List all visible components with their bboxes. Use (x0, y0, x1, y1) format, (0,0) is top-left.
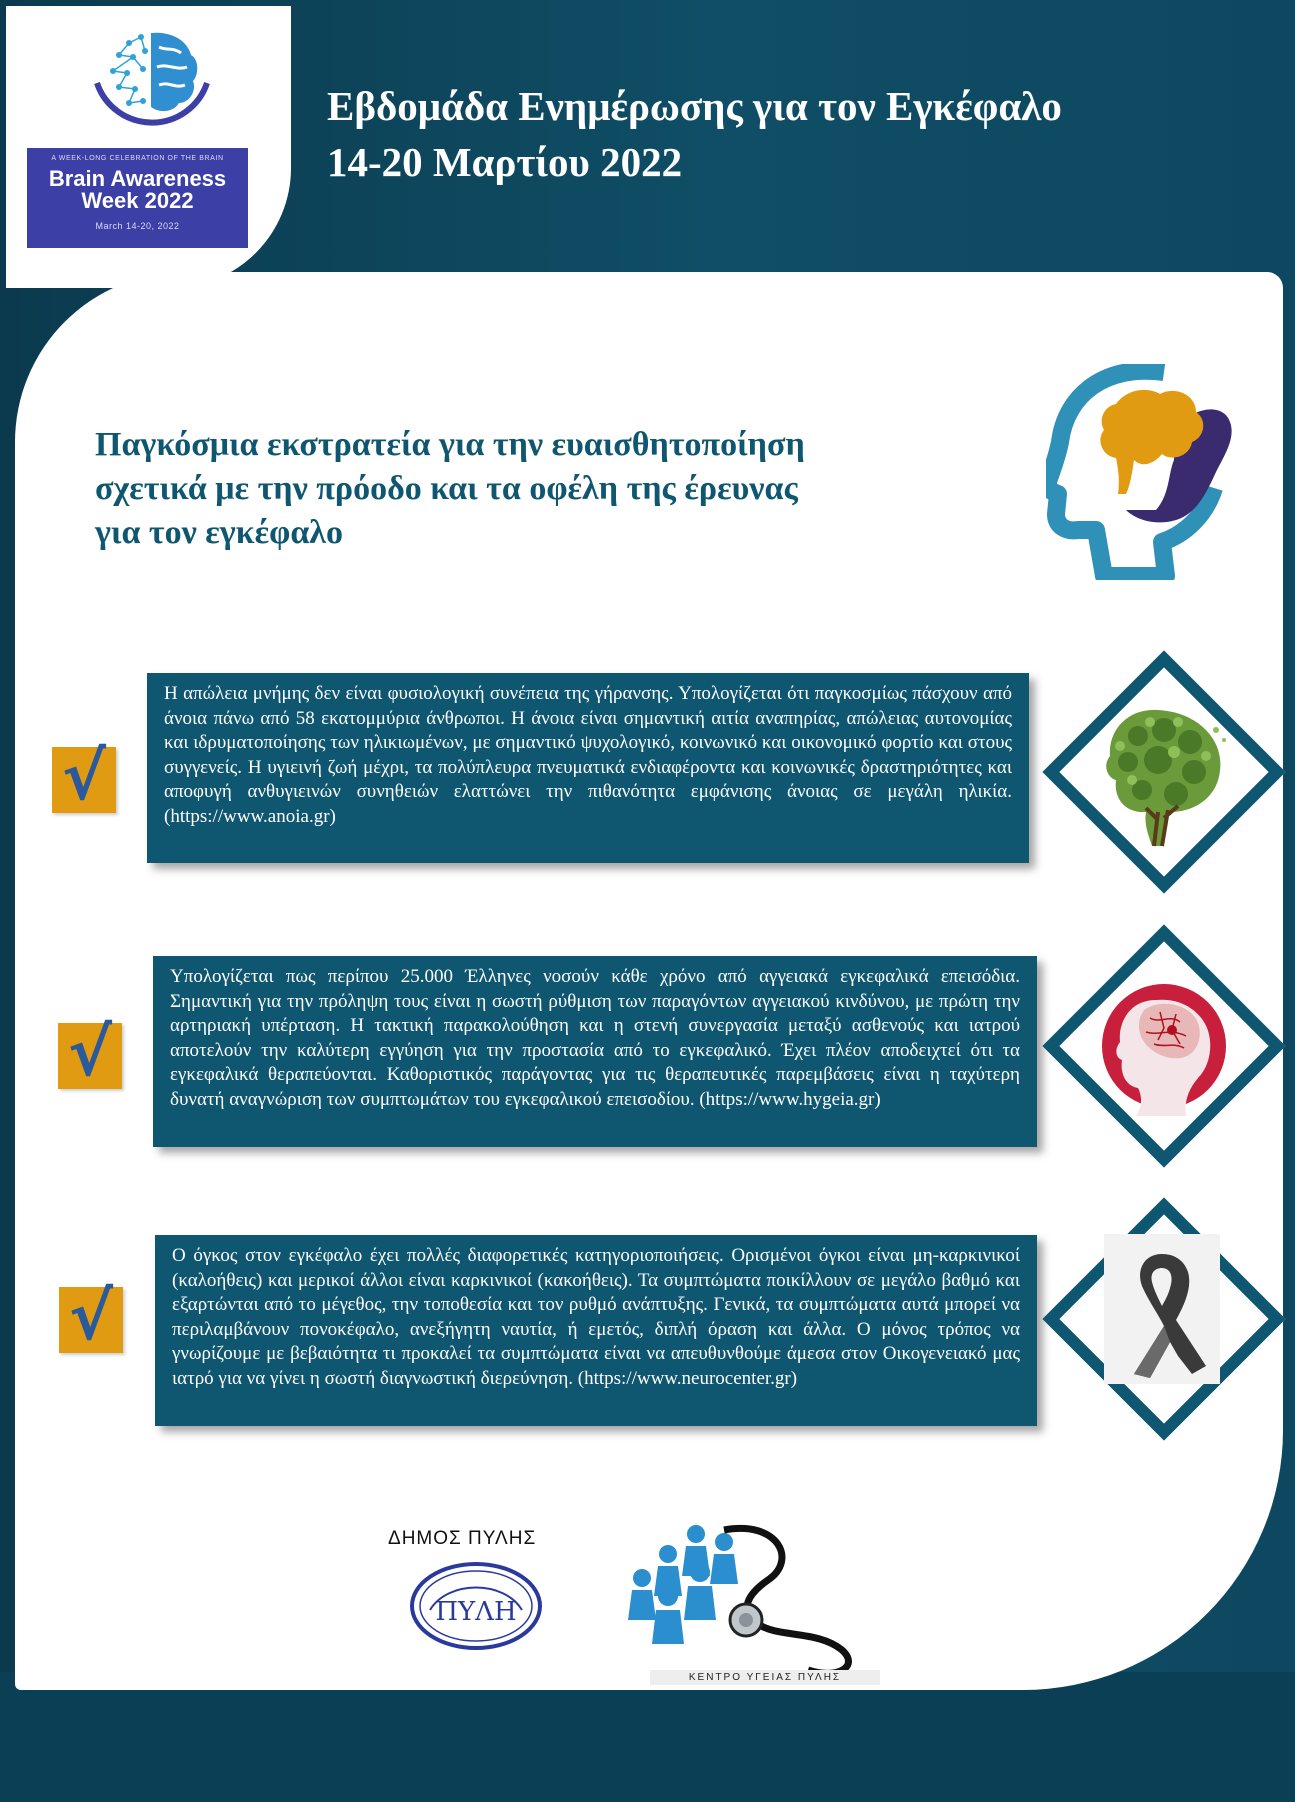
seal-text: ΠΥΛΗ (435, 1597, 517, 1627)
checkmark-badge-2 (58, 1014, 122, 1091)
check-icon: √ (68, 1278, 114, 1355)
badge-title-line2: Week 2022 (81, 188, 194, 213)
checkmark-badge-1 (52, 738, 116, 815)
page-title-line1: Εβδομάδα Ενημέρωσης για τον Εγκέφαλο (327, 83, 1062, 129)
health-center-label: ΚΕΝΤΡΟ ΥΓΕΙΑΣ ΠΥΛΗΣ (650, 1670, 880, 1685)
badge-dates: March 14-20, 2022 (95, 221, 180, 231)
checkmark-badge-3 (59, 1278, 123, 1355)
municipality-label: ΔΗΜΟΣ ΠΥΛΗΣ (388, 1528, 537, 1549)
badge-title-line1: Brain Awareness (48, 166, 227, 191)
info-text-dementia: Η απώλεια μνήμης δεν είναι φυσιολογική συνέπεια της γήρανσης. Υπολογίζεται ότι παγκοσμίως πάσχουν από άνοια πάνω από 58 εκατομμύρια άνθρωποι. Η άνοια είναι σημαντική αιτία αναπηρίας, απώλειας αυτονομίας και ιδρυματοποίησης των ηλικιωμένων, με σημαντικό ψυχολογικό, κοινωνικό και οικονομικό φορτίο και στους συγγενείς. Η υγιεινή ζωή μέχρι, τα πολύπλευρα πνευματικά ενδιαφέροντα και κοινωνικές δραστηριότητες και αποφυγή ανθυγιεινών συνηθειών ελαττώνει την πιθανότητα εμφάνισης άνοιας σε μεγάλη ηλικία. (https://www.anoia.gr) (164, 683, 1012, 827)
health-center-logo (628, 1520, 882, 1680)
logo-card (6, 6, 291, 288)
brain-logo-icon (89, 23, 215, 141)
badge-tagline: A WEEK-LONG CELEBRATION OF THE BRAIN (51, 155, 224, 162)
info-text-brain-tumor: Ο όγκος στον εγκέφαλο έχει πολλές διαφορετικές κατηγοριοποιήσεις. Ορισμένοι όγκοι είναι μη-καρκινικοί (καλοήθεις) και μερικοί άλλοι είναι καρκινικοί (κακοήθεις). Τα συμπτώματα ποικίλλουν σε μεγάλο βαθμό και εξαρτώνται από το μέγεθος, την τοποθεσία και τον ρυθμό ανάπτυξης. Γενικά, τα συμπτώματα αυτά μπορεί να περιλαμβάνουν πονοκέφαλο, ανεξήγητη ναυτία, ή εμετός, διπλή όραση και άλλα. Ο μόνος τρόπος να γνωρίζουμε με βεβαιότητα τι προκαλεί τα συμπτώματα είναι να απευθυνθούμε άμεσα στον Οικογενειακό μας ιατρό για να γίνει η σωστή διαγνωστική διερεύνηση. (https://www.neurocenter.gr) (172, 1245, 1020, 1389)
brain-awareness-week-badge (27, 148, 248, 248)
check-icon: √ (61, 738, 107, 815)
background-bottom-band (0, 1672, 1295, 1802)
campaign-subtitle (95, 423, 1055, 555)
check-icon: √ (67, 1014, 113, 1091)
info-box-stroke (153, 956, 1037, 1147)
subtitle-line2: σχετικά με την πρόοδο και τα οφέλη της έρευνας (95, 470, 798, 507)
info-box-brain-tumor (155, 1235, 1037, 1426)
info-text-stroke: Υπολογίζεται πως περίπου 25.000 Έλληνες νοσούν κάθε χρόνο από αγγειακά εγκεφαλικά επεισόδια. Σημαντική για την πρόληψη τους είναι η σωστή ρύθμιση των παραγόντων αγγειακού κινδύνου, με πρώτη την αρτηριακή υπέρταση. Η τακτική παρακολούθηση και η στενή συνεργασία μεταξύ ασθενούς και ιατρού αποτελούν την καλύτερη εγγύηση για την προστασία από το εγκεφαλικό. Έχει πλέον αποδειχτεί ότι τα εγκεφαλικά θεραπεύονται. Καθοριστικός παράγοντας για τις θεραπευτικές παρεμβάσεις είναι η ταχύτερη δυνατή αναγνώριση των συμπτωμάτων του εγκεφαλικού επεισοδίου. (https://www.hygeia.gr) (170, 966, 1020, 1110)
stroke-head-icon (1100, 978, 1228, 1120)
page-title-line2: 14-20 Μαρτίου 2022 (327, 139, 683, 185)
page-title (327, 78, 1267, 190)
head-brain-hand-icon (1046, 364, 1242, 580)
tree-head-icon (1098, 700, 1234, 850)
municipality-seal-logo (408, 1560, 544, 1652)
info-box-dementia (147, 673, 1029, 863)
awareness-ribbon-icon (1104, 1234, 1220, 1384)
subtitle-line1: Παγκόσμια εκστρατεία για την ευαισθητοποίηση (95, 426, 805, 463)
subtitle-line3: για τον εγκέφαλο (95, 514, 344, 551)
